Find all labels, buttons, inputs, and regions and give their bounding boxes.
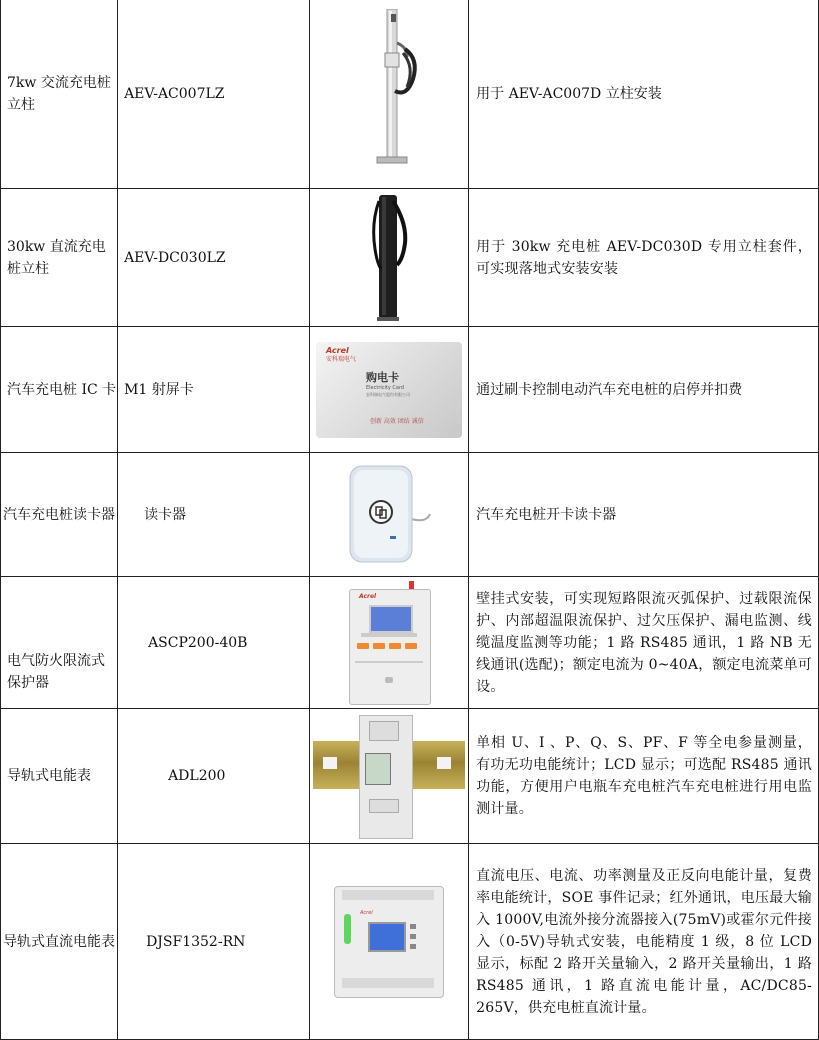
product-image-cell (309, 0, 468, 189)
card-brand: Acrel (325, 345, 349, 355)
product-name: 30kw 直流充电桩立柱 (7, 238, 106, 277)
product-model-cell (118, 0, 310, 189)
product-name: 7kw 交流充电桩立柱 (7, 74, 111, 113)
product-model: M1 射屏卡 (124, 381, 194, 398)
card-reader-image (334, 462, 444, 568)
product-image-cell (309, 189, 468, 327)
product-image-cell (309, 327, 468, 453)
product-name-cell (1, 844, 118, 1040)
product-description: 用于 AEV-AC007D 立柱安装 (476, 85, 662, 102)
product-name-cell (1, 453, 118, 577)
product-image-cell (309, 709, 468, 844)
button[interactable] (373, 643, 385, 649)
product-name: 汽车充电桩 IC 卡 (7, 381, 117, 398)
table-row (1, 709, 819, 844)
table-row (1, 577, 819, 709)
lcd-screen (369, 605, 413, 633)
product-model: ADL200 (168, 768, 226, 784)
product-description-cell (469, 0, 819, 189)
product-name: 导轨式电能表 (7, 768, 91, 784)
product-model: AEV-AC007LZ (124, 85, 225, 102)
product-model-cell (118, 844, 310, 1040)
product-name: 电气防火限流式保护器 (7, 653, 105, 691)
product-description: 直流电压、电流、功率测量及正反向电能计量，复费率电能统计，SOE 事件记录；红外通讯，电压最大输入 1000V,电流外接分流器接入(75mV)或霍尔元件接入（0-5V)导轨式安装，电能精度 1 级，8 位 LCD 显示，标配 2 路开关量输入，2 路开关量输出，1 路 RS485 通讯，1 路直流电能计量，AC/DC85-265V，供充电桩直流计量。 (476, 867, 812, 1016)
product-description-cell (469, 844, 819, 1040)
product-name-cell (1, 327, 118, 453)
product-model-cell (118, 189, 310, 327)
product-description: 用于 30kw 充电桩 AEV-DC030D 专用立柱套件，可实现落地式安装安装 (476, 238, 812, 277)
ac-charging-post-column-image (329, 9, 449, 179)
device-brand: Acrel (358, 592, 377, 600)
ic-card-image (316, 342, 462, 438)
fire-protection-device-image (347, 581, 431, 705)
product-name: 汽车充电桩读卡器 (3, 506, 116, 523)
product-name-cell (1, 0, 118, 189)
table-row (1, 189, 819, 327)
product-model: 读卡器 (144, 506, 187, 523)
product-description: 汽车充电桩开卡读卡器 (476, 506, 617, 523)
product-model-cell (118, 709, 310, 844)
button[interactable] (410, 924, 416, 929)
product-description-cell (469, 577, 819, 709)
table-row (1, 0, 819, 189)
product-description-cell (469, 709, 819, 844)
card-company: 安科瑞电气 (325, 355, 356, 363)
card-small-line: 安科瑞电气股份有限公司 (365, 391, 410, 397)
product-description: 单相 U、I 、P、Q、S、PF、F 等全电参量测量， 有功无功电能统计；LCD 显示；可选配 RS485 通讯功能，方便用户电瓶车充电桩汽车充电桩进行用电监测计量。 (476, 735, 812, 817)
card-subtitle: Electricity Card (365, 384, 405, 391)
product-model: ASCP200-40B (148, 634, 248, 651)
product-description: 壁挂式安装，可实现短路限流灭弧保护、过载限流保护、内部超温限流保护、过欠压保护、漏电监测、线缆温度监测等功能；1 路 RS485 通讯，1 路 NB 无线通讯(选配)；额定电流为 0~40A，额定电流菜单可设。 (476, 590, 812, 695)
table-row (1, 453, 819, 577)
din-rail-energy-meter-image (313, 713, 465, 839)
button[interactable] (389, 643, 401, 649)
card-slogan: 创新 高效 团结 诚信 (369, 417, 424, 425)
lcd-screen (365, 753, 391, 785)
lcd-screen (368, 922, 406, 952)
product-description-cell (469, 189, 819, 327)
product-model-cell (118, 327, 310, 453)
product-description-cell (469, 453, 819, 577)
product-description-cell (469, 327, 819, 453)
table-row (1, 327, 819, 453)
button[interactable] (410, 934, 416, 939)
status-light (344, 914, 351, 944)
product-name: 导轨式直流电能表 (3, 933, 116, 950)
product-name-cell (1, 189, 118, 327)
button[interactable] (405, 643, 417, 649)
product-image-cell (309, 453, 468, 577)
card-title: 购电卡 (365, 370, 399, 384)
button[interactable] (357, 643, 369, 649)
product-name-cell (1, 577, 118, 709)
product-model: DJSF1352-RN (146, 933, 246, 950)
product-model-cell (118, 577, 310, 709)
device-brand: Acrel (359, 909, 373, 916)
product-model: AEV-DC030LZ (124, 249, 226, 266)
table-row (1, 844, 819, 1040)
product-image-cell (309, 844, 468, 1040)
dc-charging-post-column-image (349, 193, 429, 323)
product-model-cell (118, 453, 310, 577)
product-image-cell (309, 577, 468, 709)
button[interactable] (410, 944, 416, 949)
product-name-cell (1, 709, 118, 844)
product-description: 通过刷卡控制电动汽车充电桩的启停并扣费 (476, 381, 743, 398)
dc-energy-meter-image (330, 880, 448, 1004)
